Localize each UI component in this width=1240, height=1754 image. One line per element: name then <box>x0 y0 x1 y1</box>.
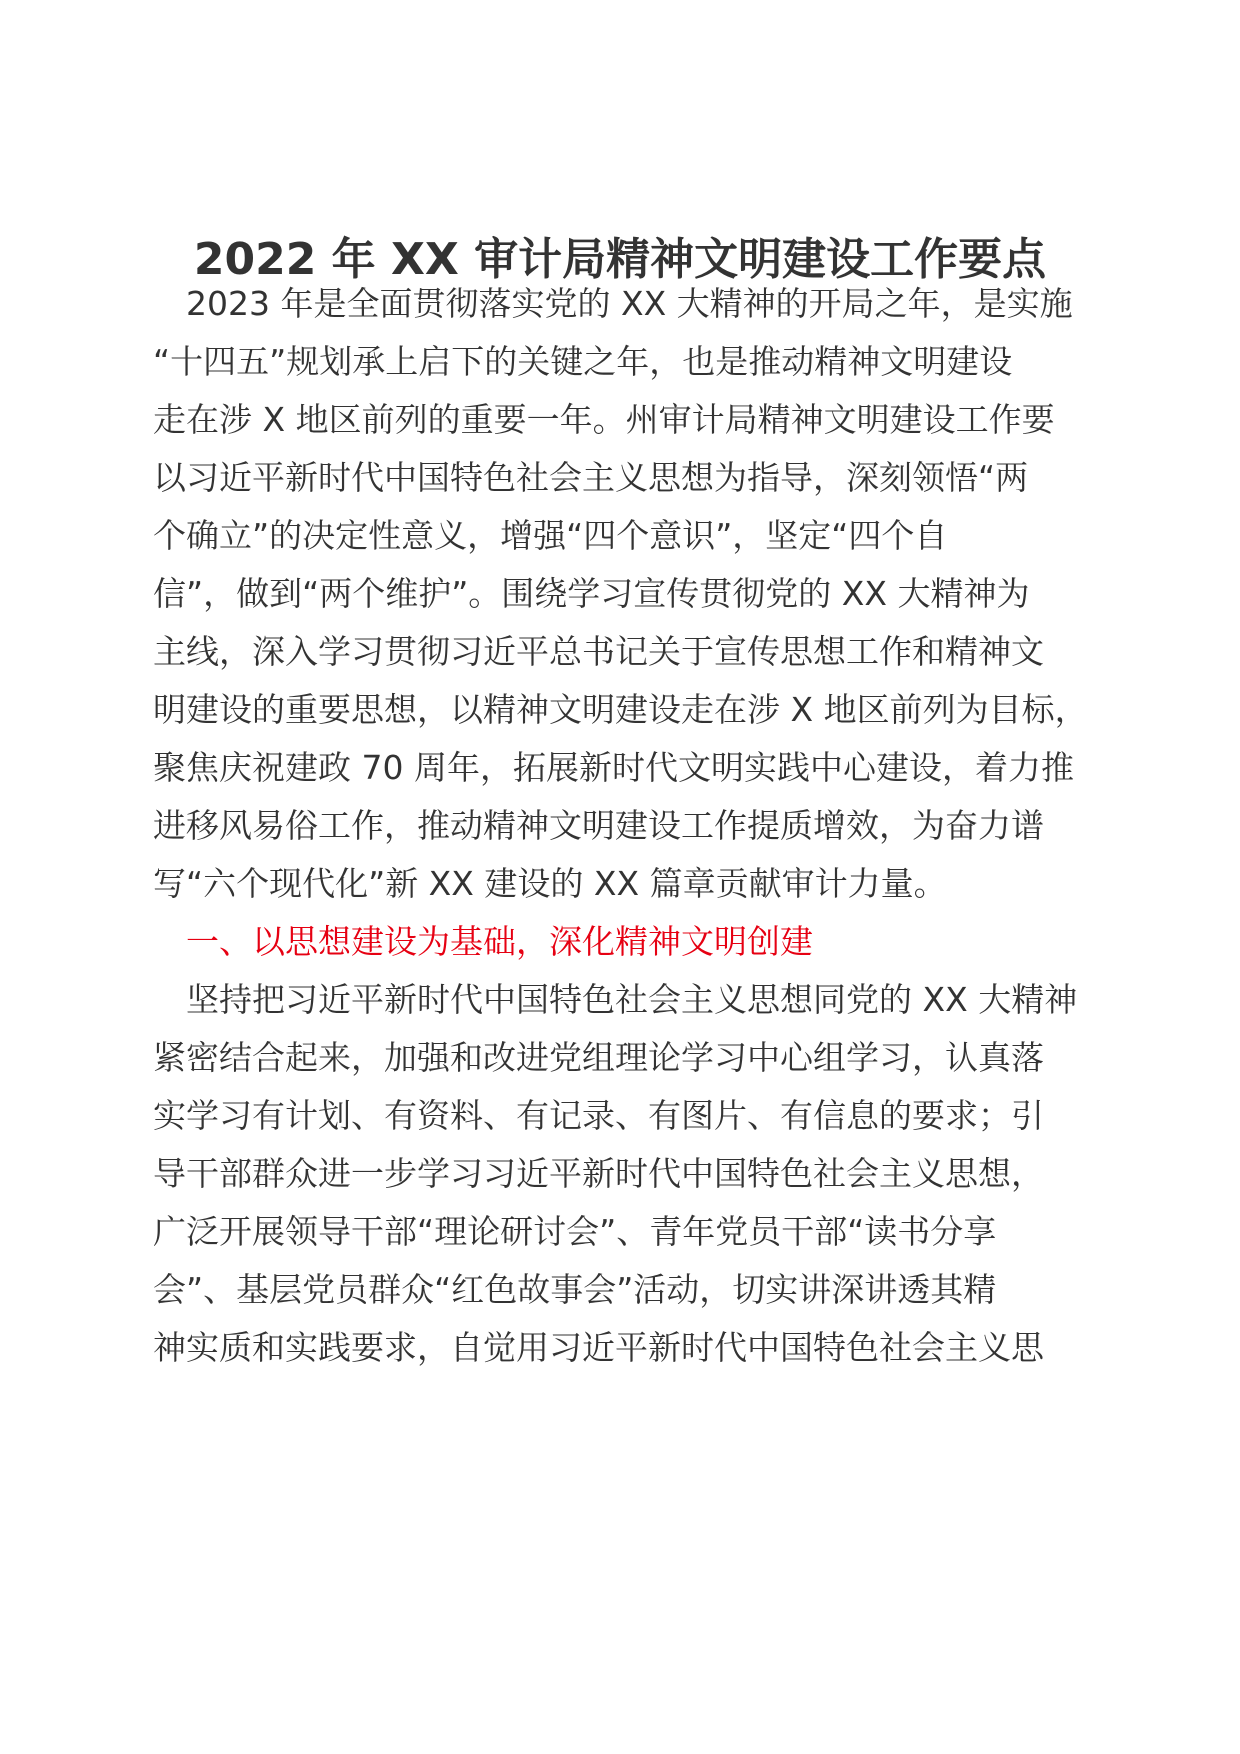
paragraph-line: 走在涉 X 地区前列的重要一年。州审计局精神文明建设工作要 <box>153 400 1055 439</box>
paragraph-line: 个确立”的决定性意义，增强“四个意识”，坚定“四个自 <box>153 516 948 555</box>
paragraph-line: 信”，做到“两个维护”。围绕学习宣传贯彻党的 XX 大精神为 <box>153 574 1030 613</box>
paragraph-line: “十四五”规划承上启下的关键之年，也是推动精神文明建设 <box>153 342 1013 381</box>
document-title: 2022 年 XX 审计局精神文明建设工作要点 <box>193 234 1047 285</box>
paragraph-line: 进移风易俗工作，推动精神文明建设工作提质增效，为奋力谱 <box>153 806 1044 845</box>
paragraph-line: 导干部群众进一步学习习近平新时代中国特色社会主义思想， <box>153 1154 1044 1193</box>
paragraph-line: 2023 年是全面贯彻落实党的 XX 大精神的开局之年，是实施 <box>153 284 1073 323</box>
paragraph-line: 明建设的重要思想，以精神文明建设走在涉 X 地区前列为目标， <box>153 690 1088 729</box>
paragraph-line: 写“六个现代化”新 XX 建设的 XX 篇章贡献审计力量。 <box>153 864 947 903</box>
section-heading: 一、以思想建设为基础，深化精神文明创建 <box>153 922 813 961</box>
paragraph-line: 广泛开展领导干部“理论研讨会”、青年党员干部“读书分享 <box>153 1212 997 1251</box>
paragraph-line: 神实质和实践要求，自觉用习近平新时代中国特色社会主义思 <box>153 1328 1044 1367</box>
paragraph-line: 会”、基层党员群众“红色故事会”活动，切实讲深讲透其精 <box>153 1270 997 1309</box>
paragraph-line: 紧密结合起来，加强和改进党组理论学习中心组学习，认真落 <box>153 1038 1044 1077</box>
paragraph-line: 聚焦庆祝建政 70 周年，拓展新时代文明实践中心建设，着力推 <box>153 748 1074 787</box>
paragraph-line: 实学习有计划、有资料、有记录、有图片、有信息的要求；引 <box>153 1096 1044 1135</box>
paragraph-line: 坚持把习近平新时代中国特色社会主义思想同党的 XX 大精神 <box>153 980 1078 1019</box>
paragraph-line: 主线，深入学习贯彻习近平总书记关于宣传思想工作和精神文 <box>153 632 1044 671</box>
paragraph-line: 以习近平新时代中国特色社会主义思想为指导，深刻领悟“两 <box>153 458 1029 497</box>
